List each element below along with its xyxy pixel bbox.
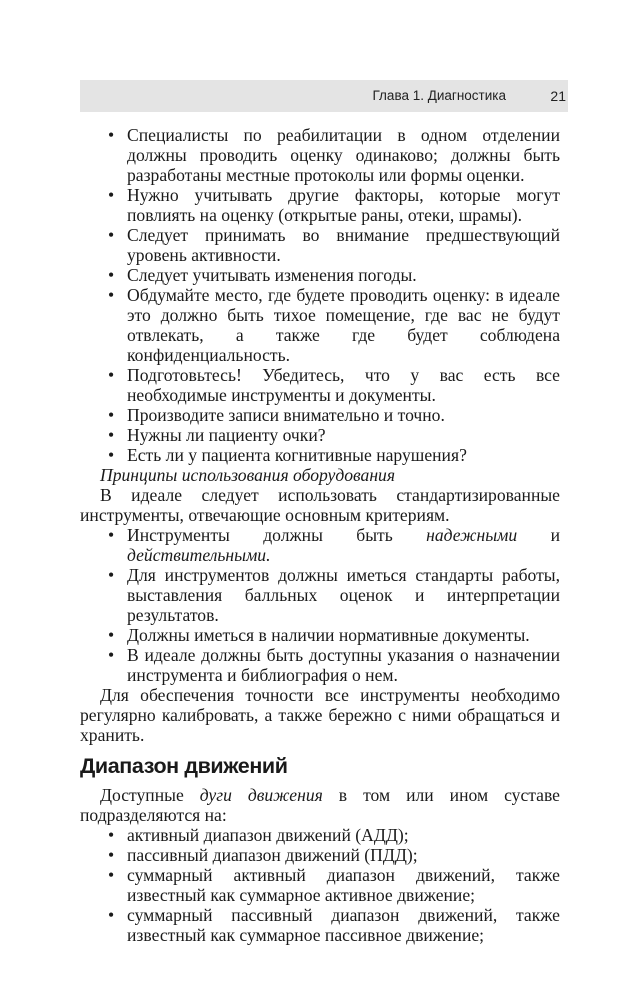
list-item: • пассивный диапазон движений (ПДД); bbox=[108, 845, 418, 865]
list-item: • суммарный активный диапазон движений, также известный как суммарное активное движение; bbox=[108, 865, 560, 905]
bullet-icon: • bbox=[108, 825, 115, 845]
bullet-icon: • bbox=[108, 445, 115, 465]
bullet-icon: • bbox=[108, 645, 115, 665]
equipment-subheading: Принципы использования оборудования bbox=[100, 465, 396, 485]
list-item: • Специалисты по реабилитации в одном отделении должны проводить оценку одинаково; должны быть разработаны местные протоколы или формы оценки. bbox=[108, 125, 560, 185]
bullet-icon: • bbox=[108, 125, 115, 145]
list-item: • Подготовьтесь! Убедитесь, что у вас есть все необходимые инструменты и документы. bbox=[108, 365, 560, 405]
list-item: • Для инструментов должны иметься стандарты работы, выставления балльных оценок и интерпретации результатов. bbox=[108, 565, 560, 625]
list-item: • В идеале должны быть доступны указания о назначении инструмента и библиография о нем. bbox=[108, 645, 560, 685]
equipment-closing: Для обеспечения точности все инструменты необходимо регулярно калибровать, а также бережно с ними обращаться и хранить. bbox=[80, 685, 560, 745]
bullet-icon: • bbox=[108, 525, 115, 545]
bullet-icon: • bbox=[108, 865, 115, 885]
list-item: • Обдумайте место, где будете проводить оценку: в идеале это должно быть тихое помещение, где вас не будут отвлекать, а также где будет соблюдена конфиденциальность. bbox=[108, 285, 560, 365]
bullet-icon: • bbox=[108, 365, 115, 385]
bullet-icon: • bbox=[108, 625, 115, 645]
bullet-icon: • bbox=[108, 405, 115, 425]
bullet-icon: • bbox=[108, 225, 115, 245]
bullet-icon: • bbox=[108, 185, 115, 205]
bullet-icon: • bbox=[108, 845, 115, 865]
running-header-chapter: Глава 1. Диагностика bbox=[372, 88, 506, 103]
list-item: • Следует принимать во внимание предшествующий уровень активности. bbox=[108, 225, 560, 265]
bullet-icon: • bbox=[108, 565, 115, 585]
page-body bbox=[80, 125, 560, 945]
bullet-icon: • bbox=[108, 905, 115, 925]
list-item: • Инструменты должны быть надежными и действительными. bbox=[108, 525, 560, 565]
bullet-icon: • bbox=[108, 425, 115, 445]
list-item: • Нужно учитывать другие факторы, которые могут повлиять на оценку (открытые раны, отеки, шрамы). bbox=[108, 185, 560, 225]
bullet-icon: • bbox=[108, 265, 115, 285]
equipment-intro: В идеале следует использовать стандартизированные инструменты, отвечающие основным критериям. bbox=[80, 485, 560, 525]
list-item: • активный диапазон движений (АДД); bbox=[108, 825, 409, 845]
list-item: • Следует учитывать изменения погоды. bbox=[108, 265, 417, 285]
bullet-icon: • bbox=[108, 285, 115, 305]
page-number: 21 bbox=[550, 88, 566, 104]
section-heading: Диапазон движений bbox=[80, 754, 288, 778]
list-item: • Производите записи внимательно и точно. bbox=[108, 405, 445, 425]
range-of-motion-intro: Доступные дуги движения в том или ином суставе подразделяются на: bbox=[80, 785, 560, 825]
list-item: • Нужны ли пациенту очки? bbox=[108, 425, 326, 445]
list-item: • суммарный пассивный диапазон движений, также известный как суммарное пассивное движение; bbox=[108, 905, 560, 945]
list-item: • Есть ли у пациента когнитивные нарушения? bbox=[108, 445, 467, 465]
list-item: • Должны иметься в наличии нормативные документы. bbox=[108, 625, 530, 645]
